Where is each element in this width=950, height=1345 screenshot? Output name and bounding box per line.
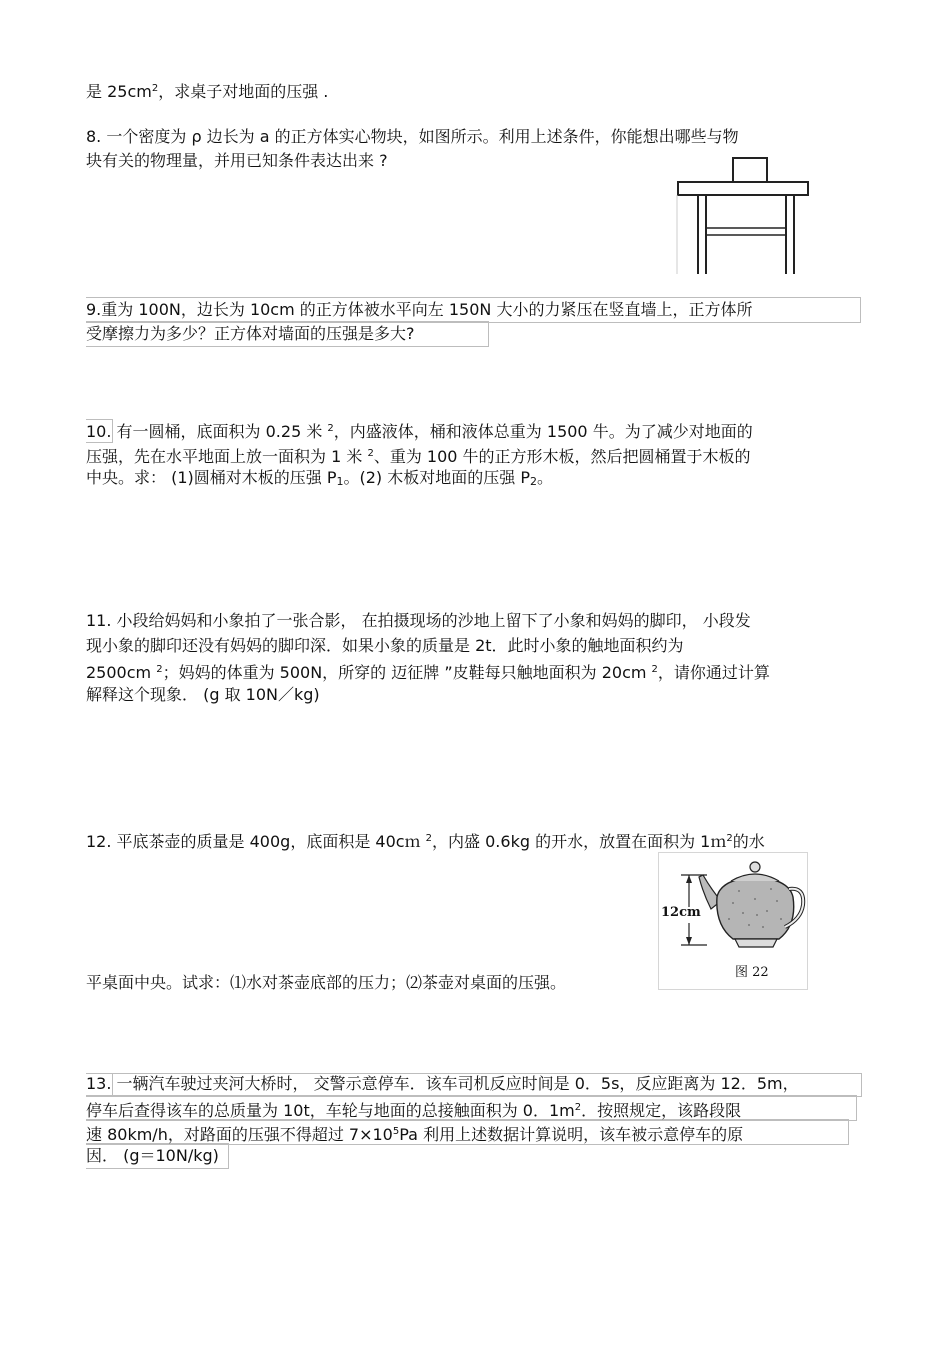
q11-line4: 解释这个现象． (g 取 10N／kg) (86, 685, 320, 704)
q11-l3-b: ；妈妈的体重为 500N，所穿的 迈征牌 ”皮鞋每只触地面积为 20cm (162, 663, 652, 682)
q13-l2-sup: 2 (574, 1102, 582, 1113)
q11-l3-sup1: 2 (156, 664, 163, 675)
q13-l3-a: 速 80km/h，对路面的压强不得超过 7×10 (86, 1125, 393, 1144)
cube (733, 158, 767, 182)
q12-l1-sup1: 2 (425, 833, 433, 844)
dimension-arrow-bottom (686, 937, 692, 945)
q10-line1 (86, 418, 753, 443)
q10-l3-sub2: 2 (530, 475, 537, 488)
q8-line1: 8. 一个密度为 ρ 边长为 a 的正方体实心物块，如图所示。利用上述条件，你能想出哪些与物 (86, 127, 739, 146)
q10-l3-c: 。 (537, 468, 554, 487)
q13-l2-b: ．按照规定，该路段限 (581, 1101, 742, 1120)
teapot-knob (750, 862, 760, 872)
q10-l2-sup: 2 (367, 448, 374, 459)
q10-l1-sup: 2 (327, 423, 334, 434)
table-top (678, 182, 808, 195)
q11-l3-a: 2500cm (86, 663, 157, 682)
teapot-illustration (659, 853, 807, 989)
teapot-height-label: 12cm (661, 905, 701, 920)
q10-line3 (86, 467, 553, 493)
q12-l1-b: ，内盛 0.6kg 的开水，放置在面积为 1ｍ (432, 832, 727, 851)
q12-l1-a: 12. 平底茶壶的质量是 400g，底面积是 40cｍ (86, 832, 426, 851)
q12-line1 (86, 828, 765, 853)
teapot-figure-caption: 图 22 (735, 965, 769, 980)
teapot-figure (658, 852, 808, 990)
q10-l1-b: ，内盛液体，桶和液体总重为 1500 牛。为了减少对地面的 (333, 422, 753, 441)
q7-tail (86, 78, 328, 103)
q10-l3-a: 中央。求： (1)圆桶对木板的压强 P (86, 468, 337, 487)
q12-l1-c: 的水 (732, 832, 765, 851)
q13-l2-a: 停车后查得该车的总质量为 10t，车轮与地面的总接触面积为 0．1m (86, 1101, 575, 1120)
teapot-body (717, 877, 794, 939)
q13-l3-b: Pa 利用上述数据计算说明，该车被示意停车的原 (399, 1125, 744, 1144)
q11-line3 (86, 659, 770, 684)
q13-line1: 13. 一辆汽车驶过夹河大桥时， 交警示意停车．该车司机反应时间是 0．5s，反应距离为 12．5m， (86, 1074, 799, 1093)
cube-on-table-figure (676, 156, 810, 274)
q11-l3-sup2: 2 (651, 664, 658, 675)
q12-line2: 平桌面中央。试求：⑴水对茶壶底部的压力；⑵茶壶对桌面的压强。 (86, 973, 567, 992)
q11-l3-c: ，请你通过计算 (657, 663, 770, 682)
q13-line3 (86, 1121, 743, 1146)
teapot-lid (731, 874, 779, 881)
q10-l3-b: 。(2) 木板对地面的压强 P (343, 468, 530, 487)
q10-l3-sub1: 1 (336, 475, 344, 488)
q10-l2-a: 压强，先在水平地面上放一面积为 1 米 (86, 447, 368, 466)
q8-line2: 块有关的物理量，并用已知条件表达出来 ? (86, 151, 388, 170)
q13-l3-sup: 5 (392, 1126, 400, 1137)
teapot-base (735, 939, 777, 947)
q7-text-b: ，求桌子对地面的压强 . (158, 82, 329, 101)
q13-line4: 因． (g＝10N/kg) (86, 1146, 219, 1165)
dimension-arrow-top (686, 875, 692, 883)
q11-line1: 11. 小段给妈妈和小象拍了一张合影， 在拍摄现场的沙地上留下了小象和妈妈的脚印， 小段发 (86, 611, 751, 630)
q7-text-a: 是 25cm (86, 82, 152, 101)
q10-l2-b: 、重为 100 牛的正方形木板，然后把圆桶置于木板的 (373, 447, 751, 466)
q12-l1-sup2: 2 (726, 833, 733, 844)
q7-sup: 2 (151, 83, 159, 94)
q9-line1: 9.重为 100N，边长为 10cm 的正方体被水平向左 150N 大小的力紧压在竖直墙上，正方体所 (86, 300, 753, 319)
q10-l1-a: 10. 有一圆桶，底面积为 0.25 米 (86, 422, 328, 441)
q10-line2 (86, 443, 751, 468)
q13-line2 (86, 1097, 741, 1122)
q9-line2: 受摩擦力为多少？正方体对墙面的压强是多大? (86, 324, 415, 343)
q11-line2: 现小象的脚印还没有妈妈的脚印深．如果小象的质量是 2t．此时小象的触地面积约为 (86, 636, 684, 655)
